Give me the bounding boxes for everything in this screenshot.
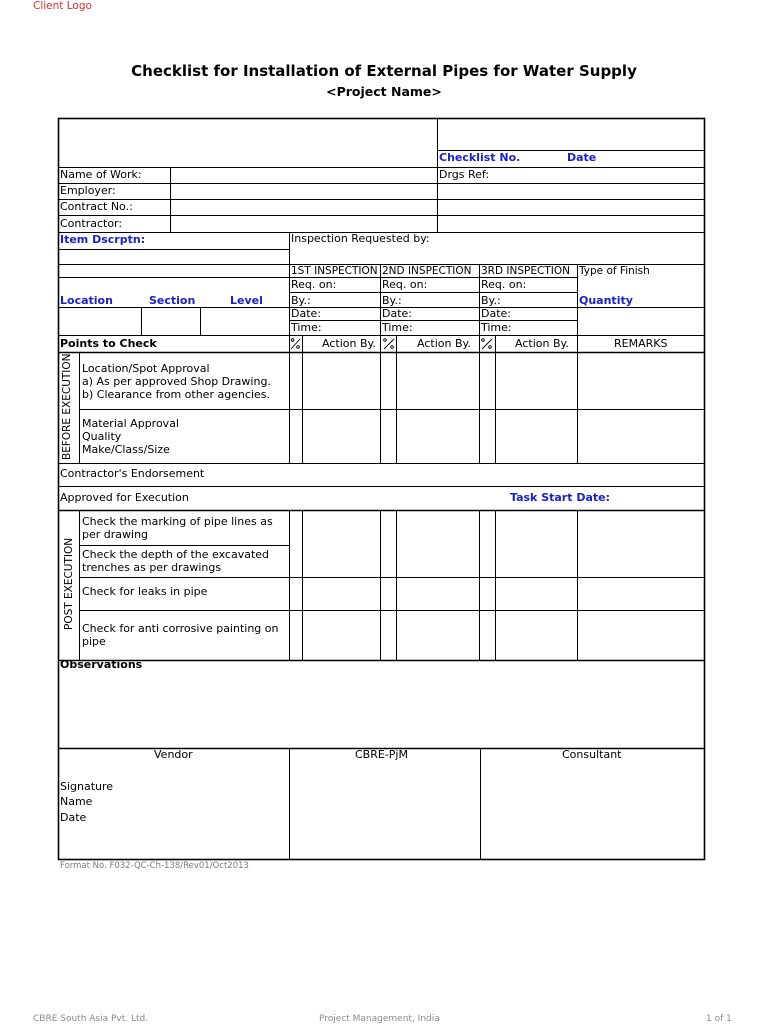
item-line: per drawing xyxy=(82,528,149,541)
time-2: Time: xyxy=(382,321,413,334)
first-inspection-label: 1ST INSPECTION xyxy=(291,265,378,277)
status-icon-3 xyxy=(482,339,492,349)
leak-check-item: Check for leaks in pipe xyxy=(82,585,208,598)
level-label: Level xyxy=(230,294,263,307)
time-1: Time: xyxy=(291,321,322,334)
checklist-no-label: Checklist No. xyxy=(439,151,521,164)
employer-label: Employer: xyxy=(60,184,116,197)
task-start-date-label: Task Start Date: xyxy=(510,491,610,504)
marking-check-item xyxy=(82,515,273,541)
inspection-requested-by-label: Inspection Requested by: xyxy=(291,232,430,245)
item-line: Location/Spot Approval xyxy=(82,362,210,375)
req-on-2: Req. on: xyxy=(382,278,428,291)
painting-check-item xyxy=(82,622,279,648)
location-approval-item xyxy=(82,362,271,401)
name-label: Name xyxy=(60,795,93,808)
date-3: Date: xyxy=(481,307,511,320)
third-inspection-label: 3RD INSPECTION xyxy=(481,265,570,277)
remarks-header: REMARKS xyxy=(614,337,668,350)
contractor-endorsement-label: Contractor's Endorsement xyxy=(60,467,205,480)
approved-for-execution-label: Approved for Execution xyxy=(60,491,189,504)
project-name: <Project Name> xyxy=(326,84,442,99)
observations-label: Observations xyxy=(60,658,143,671)
item-line: Check the marking of pipe lines as xyxy=(82,515,273,528)
date-label: Date xyxy=(567,151,597,164)
action-by-header-2: Action By. xyxy=(417,337,471,350)
item-line: pipe xyxy=(82,635,106,648)
status-icon-2 xyxy=(384,339,394,349)
footer-page: 1 of 1 xyxy=(706,1014,732,1024)
signature-label: Signature xyxy=(60,780,114,793)
points-to-check-header: Points to Check xyxy=(60,337,157,350)
client-logo: Client Logo xyxy=(33,0,92,12)
drgs-ref-label: Drgs Ref: xyxy=(439,168,490,181)
vendor-label: Vendor xyxy=(154,748,193,761)
post-execution-label: POST EXECUTION xyxy=(63,537,75,630)
before-execution-label: BEFORE EXECUTION xyxy=(61,353,73,460)
contractor-label: Contractor: xyxy=(60,217,123,230)
consultant-label: Consultant xyxy=(562,748,622,761)
item-description-label: Item Dscrptn: xyxy=(60,233,146,246)
item-line: trenches as per drawings xyxy=(82,561,222,574)
item-line: Check for anti corrosive painting on xyxy=(82,622,279,635)
section-label: Section xyxy=(149,294,196,307)
cbre-label: CBRE-PjM xyxy=(355,748,408,761)
name-of-work-label: Name of Work: xyxy=(60,168,142,181)
depth-check-item xyxy=(82,548,269,574)
second-inspection-label: 2ND INSPECTION xyxy=(382,265,472,277)
type-of-finish-label: Type of Finish xyxy=(579,265,650,277)
footer-department: Project Management, India xyxy=(319,1014,440,1024)
item-line: Material Approval xyxy=(82,417,179,430)
item-line: Make/Class/Size xyxy=(82,443,170,456)
req-on-3: Req. on: xyxy=(481,278,527,291)
material-approval-item xyxy=(82,417,179,456)
date-2: Date: xyxy=(382,307,412,320)
by-2: By.: xyxy=(382,294,402,307)
action-by-header-3: Action By. xyxy=(515,337,569,350)
action-by-header-1: Action By. xyxy=(322,337,376,350)
footer-company: CBRE South Asia Pvt. Ltd. xyxy=(33,1014,149,1024)
by-1: By.: xyxy=(291,294,311,307)
date-sign-label: Date xyxy=(60,811,87,824)
location-label: Location xyxy=(60,294,113,307)
date-1: Date: xyxy=(291,307,321,320)
item-line: a) As per approved Shop Drawing. xyxy=(82,375,271,388)
quantity-label: Quantity xyxy=(579,294,633,307)
by-3: By.: xyxy=(481,294,501,307)
contract-no-label: Contract No.: xyxy=(60,200,133,213)
format-number: Format No. F032-QC-Ch-138/Rev01/Oct2013 xyxy=(60,861,249,871)
item-line: b) Clearance from other agencies. xyxy=(82,388,271,401)
item-line: Quality xyxy=(82,430,122,443)
item-line: Check the depth of the excavated xyxy=(82,548,270,561)
req-on-1: Req. on: xyxy=(291,278,337,291)
page-title: Checklist for Installation of External Pipes for Water Supply xyxy=(131,62,637,80)
time-3: Time: xyxy=(481,321,512,334)
status-icon-1 xyxy=(291,339,300,349)
